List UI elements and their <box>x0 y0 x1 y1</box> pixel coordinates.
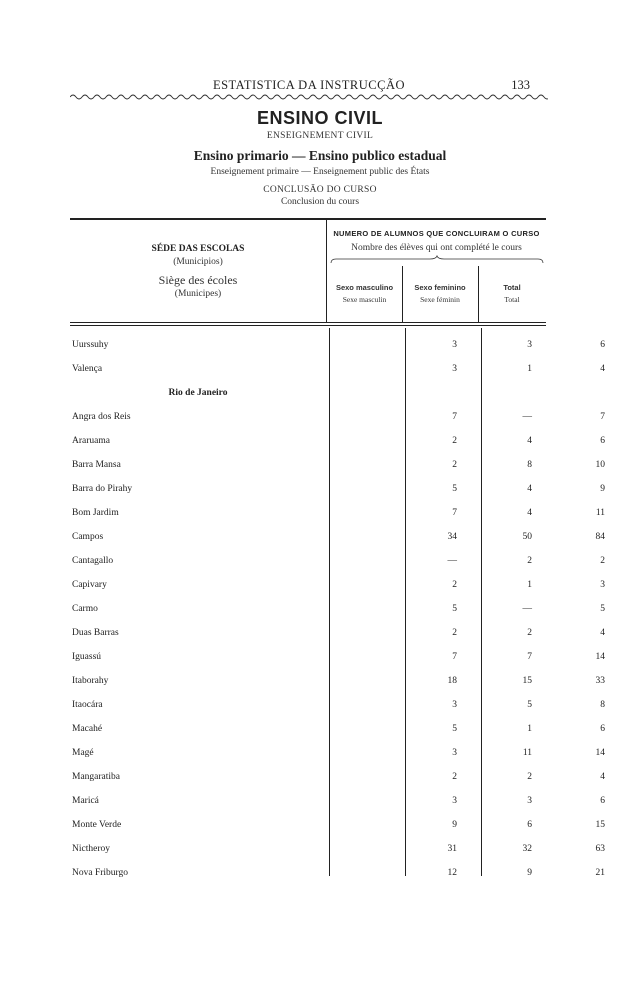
row-municipio: Araruama <box>72 436 110 446</box>
col-header-total-fr: Total <box>504 295 520 304</box>
row-male: 2 <box>452 580 457 590</box>
row-municipio: Maricá <box>72 796 99 806</box>
col-divider-1 <box>402 266 403 322</box>
col-header-total-pt: Total <box>503 283 521 292</box>
table-heading: Ensino primario — Ensino publico estadual <box>193 148 447 163</box>
row-total: 9 <box>600 484 605 494</box>
group-header-fr: Nombre des élèves qui ont complété le cours <box>351 243 522 253</box>
row-total: 21 <box>595 868 605 878</box>
row-municipio: Nictheroy <box>72 844 110 854</box>
row-municipio: Iguassú <box>72 652 102 662</box>
row-total: 4 <box>600 772 605 782</box>
row-total: 7 <box>600 412 605 422</box>
row-female: — <box>522 604 532 614</box>
row-female: 11 <box>522 748 532 758</box>
row-female: 2 <box>527 772 532 782</box>
stub-header-pt: SÉDE DAS ESCOLAS <box>151 244 245 254</box>
row-male: 3 <box>452 748 457 758</box>
row-male: — <box>447 556 457 566</box>
table-row <box>70 340 605 354</box>
row-total: 6 <box>600 436 605 446</box>
row-male: 3 <box>452 700 457 710</box>
row-male: 34 <box>447 532 457 542</box>
row-municipio: Angra dos Reis <box>72 412 131 422</box>
page-title: ENSINO CIVIL <box>256 108 383 128</box>
row-female: 1 <box>527 724 532 734</box>
row-total: 6 <box>600 724 605 734</box>
table-row <box>70 604 605 618</box>
row-female: 2 <box>527 628 532 638</box>
row-municipio: Campos <box>72 532 104 542</box>
table-row <box>70 700 605 714</box>
row-total: 4 <box>600 364 605 374</box>
col-divider-2 <box>478 266 479 322</box>
row-male: 7 <box>452 652 457 662</box>
row-male: 5 <box>452 604 457 614</box>
stub-header-fr: Siège des écoles <box>158 273 238 287</box>
row-female: 50 <box>522 532 532 542</box>
state-heading: Rio de Janeiro <box>168 388 228 398</box>
row-total: 33 <box>595 676 605 686</box>
table-row <box>70 484 605 498</box>
row-municipio: Mangaratiba <box>72 772 121 782</box>
table-row <box>70 844 605 858</box>
row-municipio: Barra Mansa <box>72 460 121 470</box>
row-male: 5 <box>452 484 457 494</box>
row-male: 3 <box>452 364 457 374</box>
row-male: 18 <box>447 676 457 686</box>
row-municipio: Monte Verde <box>72 820 122 830</box>
table-row <box>70 436 605 450</box>
row-municipio: Macahé <box>72 724 103 734</box>
body-divider-stub <box>329 328 330 876</box>
row-male: 31 <box>447 844 457 854</box>
row-municipio: Uurssuhy <box>72 340 109 350</box>
row-male: 2 <box>452 436 457 446</box>
row-municipio: Magé <box>72 748 94 758</box>
group-header-pt: NUMERO DE ALUMNOS QUE CONCLUIRAM O CURSO <box>333 229 540 238</box>
row-total: 4 <box>600 628 605 638</box>
table-row <box>70 532 605 546</box>
row-total: 5 <box>600 604 605 614</box>
row-female: 4 <box>527 508 532 518</box>
table-row <box>70 556 605 570</box>
row-total: 10 <box>595 460 605 470</box>
table-row <box>70 724 605 738</box>
stub-header-fr-sub: (Municipes) <box>174 289 222 299</box>
row-male: 12 <box>447 868 457 878</box>
row-total: 6 <box>600 796 605 806</box>
row-male: 3 <box>452 340 457 350</box>
row-total: 11 <box>595 508 605 518</box>
row-female: 4 <box>527 484 532 494</box>
header-bottom-rule-2 <box>70 325 546 326</box>
row-male: 7 <box>452 412 457 422</box>
row-total: 3 <box>600 580 605 590</box>
table-row <box>70 748 605 762</box>
row-female: 15 <box>522 676 532 686</box>
row-female: 5 <box>527 700 532 710</box>
row-total: 6 <box>600 340 605 350</box>
row-total: 14 <box>595 748 605 758</box>
row-female: 4 <box>527 436 532 446</box>
row-female: 1 <box>527 364 532 374</box>
table-row <box>70 628 605 642</box>
col-header-female-fr: Sexe féminin <box>420 295 460 304</box>
row-female: — <box>522 412 532 422</box>
row-male: 7 <box>452 508 457 518</box>
stub-header-pt-sub: (Municipios) <box>173 257 223 267</box>
row-total: 15 <box>595 820 605 830</box>
row-total: 2 <box>600 556 605 566</box>
row-female: 6 <box>527 820 532 830</box>
row-male: 2 <box>452 772 457 782</box>
row-total: 8 <box>600 700 605 710</box>
table-row <box>70 460 605 474</box>
row-municipio: Itaocára <box>72 700 103 710</box>
row-total: 14 <box>595 652 605 662</box>
row-female: 32 <box>522 844 532 854</box>
row-municipio: Bom Jardim <box>72 508 119 518</box>
row-female: 1 <box>527 580 532 590</box>
row-male: 2 <box>452 460 457 470</box>
table-row <box>70 820 605 834</box>
table-row <box>70 676 605 690</box>
table-row <box>70 796 605 810</box>
row-female: 7 <box>527 652 532 662</box>
page-subtitle: ENSEIGNEMENT CIVIL <box>266 131 374 141</box>
table-row <box>70 868 605 882</box>
table-row <box>70 412 605 426</box>
row-municipio: Cantagallo <box>72 556 114 566</box>
table-row <box>70 508 605 522</box>
row-male: 9 <box>452 820 457 830</box>
row-male: 3 <box>452 796 457 806</box>
body-divider-2 <box>481 328 482 876</box>
group-brace <box>330 255 544 265</box>
row-female: 3 <box>527 796 532 806</box>
row-municipio: Valença <box>72 364 103 374</box>
row-female: 3 <box>527 340 532 350</box>
section-title: CONCLUSÃO DO CURSO <box>263 185 377 195</box>
table-row <box>70 580 605 594</box>
table-heading-fr: Enseignement primaire — Enseignement public des États <box>210 167 430 177</box>
col-header-male-pt: Sexo masculino <box>335 283 394 292</box>
row-female: 8 <box>527 460 532 470</box>
table-row <box>70 652 605 666</box>
header-bottom-rule <box>70 322 546 323</box>
table-top-rule <box>70 218 546 220</box>
row-total: 63 <box>595 844 605 854</box>
col-header-male-fr: Sexe masculin <box>342 295 387 304</box>
body-divider-1 <box>405 328 406 876</box>
row-municipio: Capivary <box>72 580 107 590</box>
row-total: 84 <box>595 532 605 542</box>
col-header-female-pt: Sexo feminino <box>414 283 466 292</box>
running-head <box>70 78 548 106</box>
wavy-rule <box>70 92 548 102</box>
row-male: 2 <box>452 628 457 638</box>
row-male: 5 <box>452 724 457 734</box>
row-municipio: Duas Barras <box>72 628 119 638</box>
row-municipio: Itaborahy <box>72 676 109 686</box>
row-municipio: Nova Friburgo <box>72 868 129 878</box>
row-female: 9 <box>527 868 532 878</box>
table-row <box>70 364 605 378</box>
row-female: 2 <box>527 556 532 566</box>
row-municipio: Carmo <box>72 604 98 614</box>
section-title-fr: Conclusion du cours <box>280 197 360 207</box>
row-municipio: Barra do Pirahy <box>72 484 133 494</box>
table-row <box>70 772 605 786</box>
running-title: ESTATISTICA DA INSTRUCÇÃO <box>212 78 406 92</box>
page-number: 133 <box>511 78 530 92</box>
